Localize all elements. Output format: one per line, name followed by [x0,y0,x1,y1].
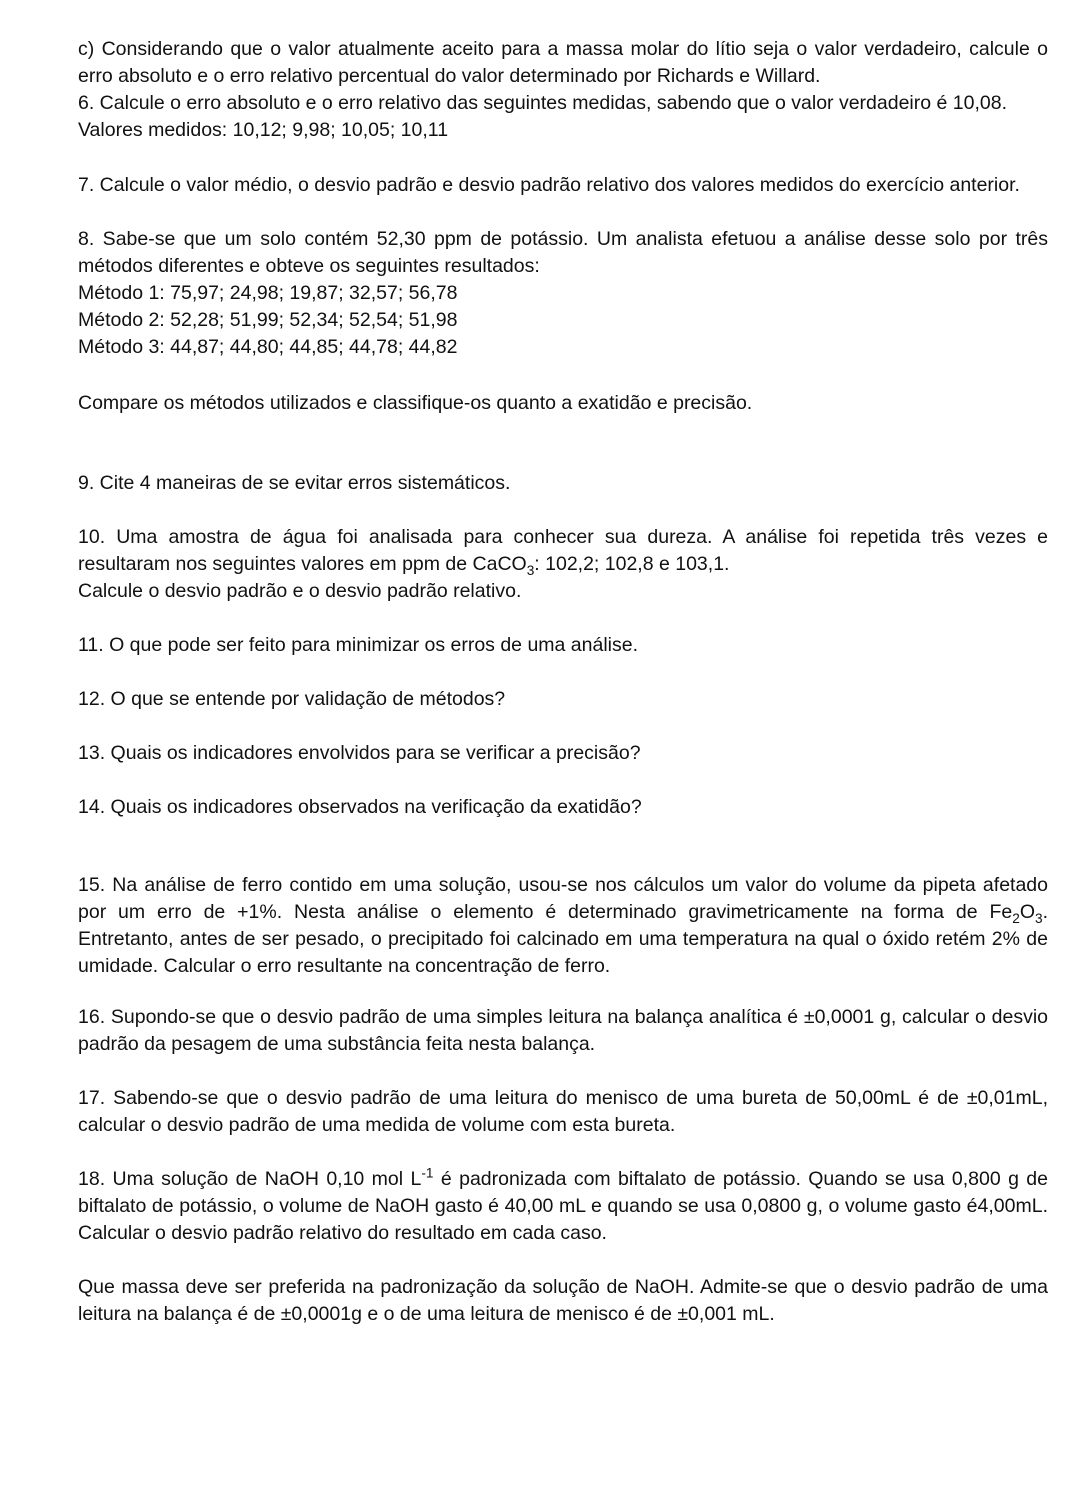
question-16-text: 16. Supondo-se que o desvio padrão de uma simples leitura na balança analítica é ±0,0001 g, calcular o desvio padrão da pesagem de uma substância feita nesta balança. [78,1006,1048,1055]
question-14-text: 14. Quais os indicadores observados na verificação da exatidão? [78,796,642,818]
question-12 [78,686,1048,713]
question-14 [78,794,1048,821]
question-15-oxygen: O [1019,901,1035,923]
method-2-text: Método 2: 52,28; 51,99; 52,34; 52,54; 51,98 [78,309,458,331]
question-10-text: 10. Uma amostra de água foi analisada para conhecer sua dureza. A análise foi repetida três vezes e resultaram nos seguintes valores em ppm de CaCO [78,526,1048,575]
question-17-text: 17. Sabendo-se que o desvio padrão de uma leitura do menisco de uma bureta de 50,00mL é de ±0,01mL, calcular o desvio padrão de uma medida de volume com esta bureta. [78,1087,1048,1136]
question-6 [78,90,1048,117]
question-6-values [78,117,1048,144]
question-8-method-2 [78,307,1048,334]
question-12-text: 12. O que se entende por validação de métodos? [78,688,506,710]
question-8-text: 8. Sabe-se que um solo contém 52,30 ppm de potássio. Um analista efetuou a análise desse solo por três métodos diferentes e obteve os seguintes resultados: [78,228,1048,277]
question-15-text-cont: . Entretanto, antes de ser pesado, o precipitado foi calcinado em uma temperatura na qual o óxido retém 2% de umidade. Calcular o erro resultante na concentração de ferro. [78,901,1048,977]
question-11-text: 11. O que pode ser feito para minimizar os erros de uma análise. [78,634,639,656]
question-18-text-cont: é padronizada com biftalato de potássio. Quando se usa 0,800 g de biftalato de potássio, o volume de NaOH gasto é 40,00 mL e quando se usa 0,0800 g, o volume gasto é4,00mL. Calcular o desvio padrão relativo do resultado em cada caso. [78,1168,1048,1244]
question-16 [78,1004,1048,1058]
question-8-compare [78,390,1048,417]
question-10-values: : 102,2; 102,8 e 103,1. [534,553,730,575]
question-10-instruction [78,578,1048,605]
question-9 [78,470,1048,497]
question-18-superscript: -1 [421,1165,434,1181]
question-17 [78,1085,1048,1139]
question-8-compare-text: Compare os métodos utilizados e classifique-os quanto a exatidão e precisão. [78,392,753,414]
question-8-method-1 [78,280,1048,307]
question-13 [78,740,1048,767]
question-10-subscript: 3 [526,562,535,578]
question-18 [78,1166,1048,1247]
question-6-values-text: Valores medidos: 10,12; 9,98; 10,05; 10,11 [78,119,449,141]
method-3-text: Método 3: 44,87; 44,80; 44,85; 44,78; 44,82 [78,336,458,358]
item-c-text: c) Considerando que o valor atualmente aceito para a massa molar do lítio seja o valor verdadeiro, calcule o erro absoluto e o erro relativo percentual do valor determinado por Richards e Willard. [78,38,1048,87]
question-8-method-3 [78,334,1048,361]
question-18-followup [78,1274,1048,1328]
question-18-followup-text: Que massa deve ser preferida na padronização da solução de NaOH. Admite-se que o desvio padrão de uma leitura na balança é de ±0,0001g e o de uma leitura de menisco é de ±0,001 mL. [78,1276,1048,1325]
question-13-text: 13. Quais os indicadores envolvidos para se verificar a precisão? [78,742,641,764]
question-15 [78,872,1048,980]
item-c [78,36,1048,90]
question-15-text: 15. Na análise de ferro contido em uma solução, usou-se nos cálculos um valor do volume da pipeta afetado por um erro de +1%. Nesta análise o elemento é determinado gravimetricamente na forma de Fe [78,874,1048,923]
question-7-text: 7. Calcule o valor médio, o desvio padrão e desvio padrão relativo dos valores medidos do exercício anterior. [78,174,1020,196]
question-15-subscript-1: 2 [1012,910,1020,926]
question-10 [78,524,1048,578]
question-8 [78,226,1048,280]
question-11 [78,632,1048,659]
question-7 [78,172,1048,199]
question-10-instruction-text: Calcule o desvio padrão e o desvio padrão relativo. [78,580,522,602]
question-18-text: 18. Uma solução de NaOH 0,10 mol L [78,1168,422,1190]
question-6-text: 6. Calcule o erro absoluto e o erro relativo das seguintes medidas, sabendo que o valor verdadeiro é 10,08. [78,92,1007,114]
question-15-subscript-2: 3 [1034,910,1043,926]
method-1-text: Método 1: 75,97; 24,98; 19,87; 32,57; 56,78 [78,282,458,304]
question-9-text: 9. Cite 4 maneiras de se evitar erros sistemáticos. [78,472,511,494]
